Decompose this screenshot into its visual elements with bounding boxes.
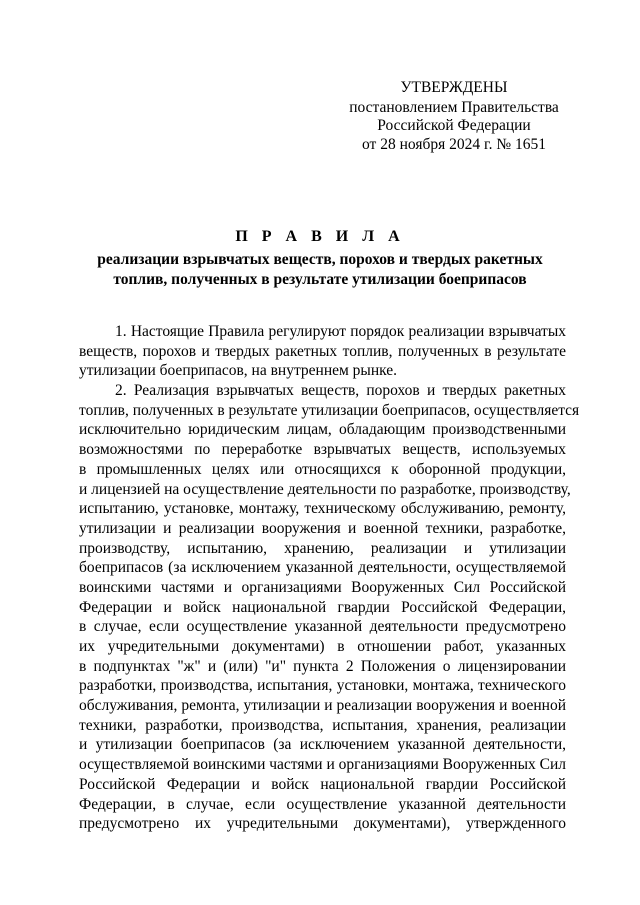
paragraph-line: техники, разработки, производства, испытания, хранения, реализации <box>79 716 566 734</box>
paragraph-line: и утилизации боеприпасов (за исключением указанной деятельности, <box>79 736 566 754</box>
paragraph-line: в подпунктах "ж" и (или) "и" пункта 2 Положения о лицензировании <box>79 657 566 675</box>
paragraph-line: 2. Реализация взрывчатых веществ, порохов и твердых ракетных <box>115 382 566 400</box>
paragraph-line: возможностями по переработке взрывчатых веществ, используемых <box>79 441 566 459</box>
approval-line-2: Российской Федерации <box>377 117 531 134</box>
paragraph-line: Российской Федерации и войск национальной гвардии Российской <box>79 775 566 793</box>
paragraph-line: топлив, полученных в результате утилизации боеприпасов, осуществляется <box>79 401 580 419</box>
approval-line-3: от 28 ноября 2024 г. № 1651 <box>362 135 546 153</box>
paragraph-line: веществ, порохов и твердых ракетных топлив, полученных в результате <box>79 342 566 360</box>
document-body <box>79 322 580 834</box>
paragraph-line: разработки, производства, испытания, установки, монтажа, технического <box>79 677 566 695</box>
approval-title: УТВЕРЖДЕНЫ <box>400 79 508 96</box>
paragraph-line: утилизации и реализации вооружения и военной техники, разработке, <box>79 519 566 537</box>
paragraph-line: предусмотрено их учредительными документами), утвержденного <box>79 815 566 833</box>
document-title: П Р А В И Л А <box>235 228 405 245</box>
subtitle-line-2: топлив, полученных в результате утилизации боеприпасов <box>113 271 527 288</box>
paragraph-line: воинскими частями и организациями Вооруженных Сил Российской <box>79 578 566 596</box>
paragraph-line: обслуживания, ремонта, утилизации и реализации вооружения и военной <box>79 697 566 715</box>
paragraph-line: в случае, если осуществление указанной деятельности предусмотрено <box>79 618 566 636</box>
paragraph-line: производству, испытанию, хранению, реализации и утилизации <box>79 539 566 557</box>
paragraph-line: 1. Настоящие Правила регулируют порядок реализации взрывчатых <box>115 323 566 340</box>
paragraph-line: осуществляемой воинскими частями и организациями Вооруженных Сил <box>79 756 566 774</box>
approval-line-1: постановлением Правительства <box>349 98 559 116</box>
paragraph-line: и лицензией на осуществление деятельности по разработке, производству, <box>79 480 571 498</box>
paragraph-1 <box>79 322 566 381</box>
document-subtitle <box>70 250 570 290</box>
paragraph-line: их учредительными документами) в отношении работ, указанных <box>79 638 566 655</box>
paragraph-line: утилизации боеприпасов, на внутреннем рынке. <box>79 362 398 380</box>
paragraph-2 <box>79 381 580 834</box>
paragraph-line: исключительно юридическим лицам, обладающим производственными <box>79 421 566 439</box>
subtitle-line-1: реализации взрывчатых веществ, порохов и твердых ракетных <box>97 251 543 268</box>
paragraph-line: боеприпасов (за исключением указанной деятельности, осуществляемой <box>79 559 566 577</box>
paragraph-line: Федерации и войск национальной гвардии Российской Федерации, <box>79 598 566 616</box>
paragraph-line: в промышленных целях или относящихся к оборонной продукции, <box>79 460 566 478</box>
approval-stamp <box>340 79 568 154</box>
paragraph-line: Федерации, в случае, если осуществление указанной деятельности <box>79 795 566 813</box>
paragraph-line: испытанию, установке, монтажу, техническому обслуживанию, ремонту, <box>79 500 566 518</box>
